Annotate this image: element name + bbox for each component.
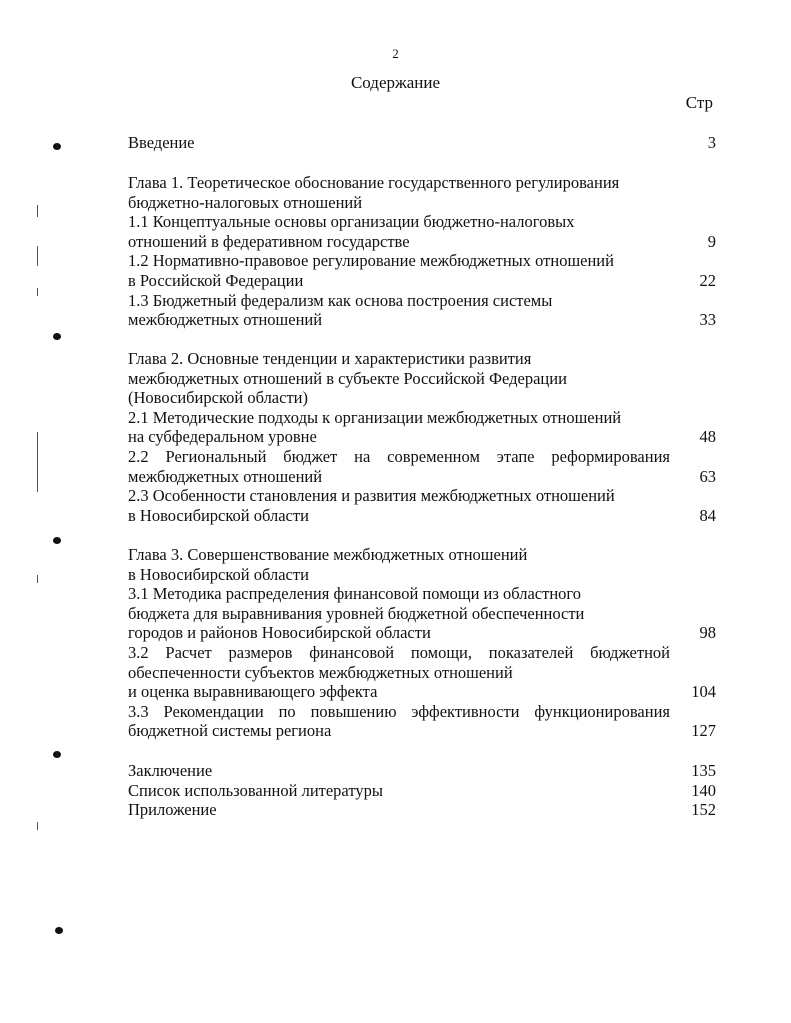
page-number: 2	[392, 46, 399, 61]
chapter-heading: бюджетно-налоговых отношений	[128, 192, 363, 212]
chapter-heading: межбюджетных отношений в субъекте Российской Федерации	[128, 368, 567, 388]
toc-page-number: 98	[699, 623, 716, 643]
toc-entry	[128, 133, 716, 153]
toc-chapter-2	[128, 349, 716, 525]
toc-entry-text: 3.1 Методика распределения финансовой помощи из областного	[128, 584, 582, 604]
scan-mark	[37, 822, 38, 830]
toc-entry-text: 3.2 Расчет размеров финансовой помощи, показателей бюджетной	[128, 642, 670, 662]
toc-entry-text: межбюджетных отношений	[128, 466, 323, 486]
punch-hole-mark	[53, 537, 61, 544]
toc-page-number: 63	[699, 466, 716, 486]
toc-page-number: 9	[707, 231, 716, 251]
scan-mark	[37, 246, 38, 266]
toc-entry-text: бюджета для выравнивания уровней бюджетной обеспеченности	[128, 603, 585, 623]
toc-page-number: 3	[707, 133, 716, 152]
chapter-heading: (Новосибирской области)	[128, 388, 308, 408]
toc-entry	[128, 781, 716, 801]
toc-page-number: 140	[691, 780, 716, 800]
toc-entry-text: бюджетной системы региона	[128, 721, 332, 741]
chapter-heading: Глава 1. Теоретическое обоснование государственного регулирования	[128, 173, 620, 192]
punch-hole-mark	[53, 333, 61, 340]
chapter-heading: Глава 3. Совершенствование межбюджетных отношений	[128, 545, 528, 564]
toc-entry-text: и оценка выравнивающего эффекта	[128, 682, 378, 702]
toc-entry-text: 2.1 Методические подходы к организации межбюджетных отношений	[128, 407, 622, 427]
page-title: Содержание	[350, 73, 441, 92]
toc-entry-text: городов и районов Новосибирской области	[128, 623, 431, 643]
toc-intro	[128, 133, 716, 153]
toc-entry	[128, 800, 716, 820]
toc-entry-text: Заключение	[128, 761, 213, 780]
toc-entry-text: в Российской Федерации	[128, 270, 304, 290]
chapter-heading: в Новосибирской области	[128, 564, 309, 584]
toc-entry-text: обеспеченности субъектов межбюджетных отношений	[128, 662, 513, 682]
toc-page-number: 152	[691, 800, 716, 820]
scan-mark	[37, 288, 38, 296]
scan-mark	[37, 575, 38, 583]
toc-entry-text: 2.2 Региональный бюджет на современном этапе реформирования	[128, 446, 670, 466]
toc-end	[128, 761, 716, 820]
chapter-heading: Глава 2. Основные тенденции и характеристики развития	[128, 349, 532, 368]
toc-entry-text: 2.3 Особенности становления и развития межбюджетных отношений	[128, 486, 615, 506]
toc-entry-text: отношений в федеративном государстве	[128, 231, 410, 251]
toc-entry-text: 1.1 Концептуальные основы организации бюджетно-налоговых	[128, 212, 575, 232]
toc-entry-text: Приложение	[128, 800, 217, 820]
toc-entry	[128, 761, 716, 781]
toc-chapter-3	[128, 545, 716, 741]
punch-hole-mark	[55, 927, 63, 934]
toc-page-number: 135	[691, 761, 716, 780]
toc-page-number: 104	[691, 682, 716, 702]
toc-entry-text: в Новосибирской области	[128, 505, 309, 525]
toc-entry-text: Список использованной литературы	[128, 780, 383, 800]
toc-entry-text: 3.3 Рекомендации по повышению эффективности функционирования	[128, 701, 670, 721]
toc-entry-text: 1.2 Нормативно-правовое регулирование межбюджетных отношений	[128, 251, 614, 271]
punch-hole-mark	[53, 143, 61, 150]
toc-page-number: 33	[699, 310, 716, 330]
punch-hole-mark	[53, 751, 61, 758]
toc-entry-text: межбюджетных отношений	[128, 310, 323, 330]
toc-page-number: 127	[691, 721, 716, 741]
toc-page-number: 22	[699, 270, 716, 290]
toc-chapter-1	[128, 173, 716, 330]
toc-entry-text: Введение	[128, 133, 195, 152]
scan-mark	[37, 432, 38, 492]
page-column-header: Стр	[685, 93, 713, 112]
toc-entry-text: на субфедеральном уровне	[128, 427, 317, 447]
scan-mark	[37, 205, 38, 217]
toc-entry-text: 1.3 Бюджетный федерализм как основа построения системы	[128, 290, 553, 310]
toc-page-number: 48	[699, 427, 716, 447]
toc-page-number: 84	[699, 505, 716, 525]
